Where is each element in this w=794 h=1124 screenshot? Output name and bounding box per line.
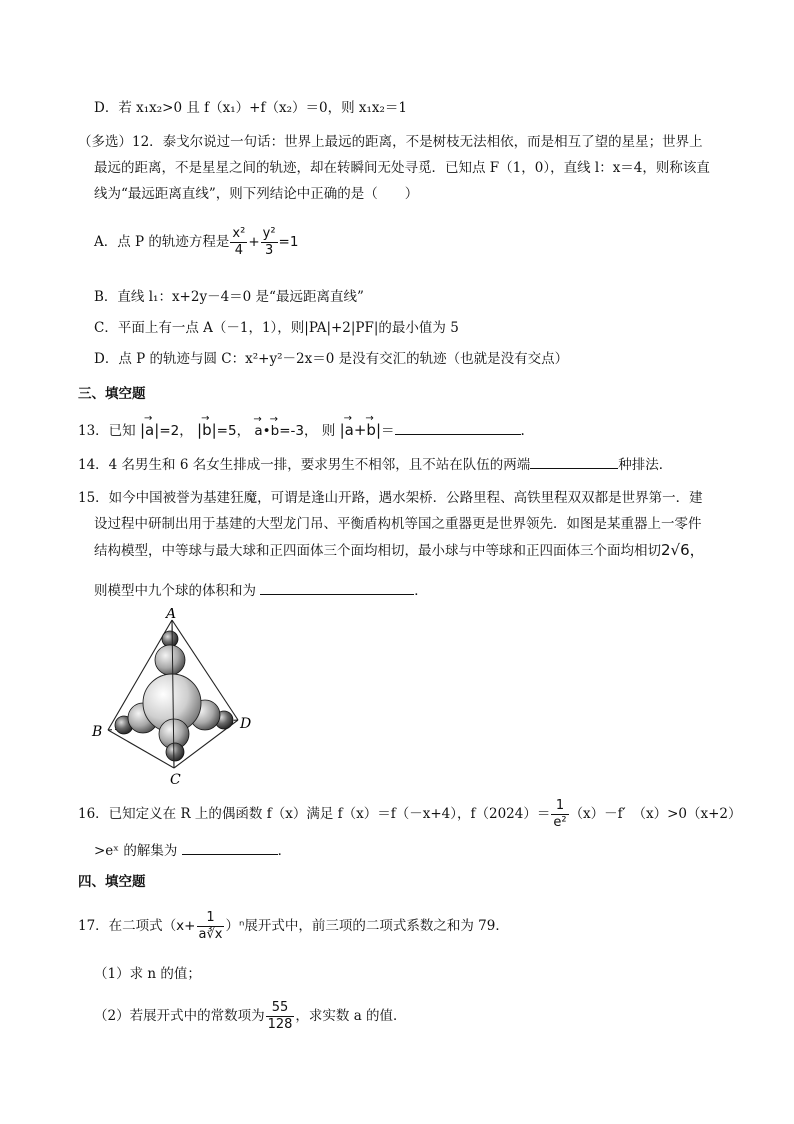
q16-fraction	[551, 798, 568, 831]
fraction-y-den: 3	[264, 243, 274, 258]
q15-line-3	[94, 540, 705, 561]
q17-constant-num: 55	[266, 1000, 295, 1017]
q17-fraction-num: 1	[197, 910, 225, 927]
q13-ab-value: =-3，	[279, 423, 318, 439]
q15-answer-blank[interactable]	[260, 580, 414, 595]
q17-part-2	[94, 996, 407, 1036]
fraction-y-num: y²	[262, 226, 276, 241]
q15-line-4-text: 则模型中九个球的体积和为	[94, 583, 256, 599]
vertex-label-c: C	[170, 772, 181, 788]
q12-option-a-label: A．点 P 的轨迹方程是	[94, 234, 230, 250]
equals-one: =1	[278, 234, 299, 250]
vertex-label-b: B	[92, 724, 103, 740]
q16-period: ．	[277, 843, 292, 859]
abs-b: |→ b|	[197, 421, 217, 439]
q13-a-value: =2，	[159, 423, 193, 439]
q11-option-d: D．若 x₁x₂>0 且 f（x₁）+f（x₂）＝0，则 x₁x₂＝1	[94, 100, 408, 116]
q15-line-1: 15．如今中国被誉为基建狂魔，可谓是逢山开路，遇水架桥．公路里程、高铁里程双双都是世界第一．建	[78, 490, 703, 506]
vertex-label-a: A	[166, 608, 177, 622]
q13-b-value: =5，	[216, 423, 251, 439]
q17-close-paren: ）ⁿ	[225, 918, 245, 934]
fraction-x-den: 4	[234, 243, 244, 258]
q17-open-paren: （x+	[162, 918, 196, 934]
q12-option-b: B．直线 l₁：x+2y－4＝0 是“最远距离直线”	[94, 289, 364, 305]
q17-part-2-prefix: （2）若展开式中的常数项为	[94, 1008, 265, 1024]
q14-tail: 种排法．	[618, 457, 673, 473]
q14-answer-blank[interactable]	[530, 454, 618, 469]
q14-text: 14．4 名男生和 6 名女生排成一排，要求男生不相邻，且不站在队伍的两端	[78, 457, 531, 473]
q13-then: 则	[321, 423, 336, 439]
abs-a-plus-b: |→ a+→ b|	[340, 421, 381, 439]
q17-fraction	[197, 910, 225, 943]
mid-ball-a	[155, 645, 185, 675]
q13-answer-blank[interactable]	[395, 420, 521, 435]
q13-period: .	[520, 423, 525, 439]
q17-constant-den: 128	[267, 1017, 293, 1032]
q16-answer-blank[interactable]	[182, 840, 278, 855]
q15-line-4	[94, 580, 428, 601]
q17-prefix: 17．在二项式	[78, 918, 163, 934]
q17-stem	[78, 906, 509, 946]
q12-option-d: D．点 P 的轨迹与圆 C：x²+y²－2x＝0 是没有交汇的轨迹（也就是没有交点）	[94, 351, 569, 367]
q15-line-3-text: 结构模型，中等球与最大球和正四面体三个面均相切，最小球与中等球和正四面体三个面均相切	[94, 543, 661, 559]
dot-product: → a•→ b	[254, 423, 279, 439]
q16-line-1	[78, 794, 742, 834]
q16-fraction-num: 1	[551, 798, 568, 815]
q17-part-2-suffix: ，求实数 a 的值．	[295, 1008, 407, 1024]
small-ball-a	[162, 631, 178, 647]
q15-radius-value: 2√6，	[661, 541, 705, 559]
q15-line-2: 设过程中研制出用于基建的大型龙门吊、平衡盾构机等国之重器更是世界领先．如图是某重器上一零件	[94, 516, 702, 532]
q16-line-1-prefix: 16．已知定义在 R 上的偶函数 f（x）满足 f（x）＝f（－x+4），f（2024）＝	[78, 806, 551, 822]
fraction-x-num: x²	[232, 226, 246, 241]
q13	[78, 418, 525, 443]
q12-line-3: 线为“最远距离直线”，则下列结论中正确的是（ ）	[94, 186, 419, 202]
q13-equals: ＝	[381, 423, 395, 439]
q17-fraction-den: a∛x	[198, 927, 223, 942]
q14	[78, 454, 672, 475]
q12-option-c: C．平面上有一点 A（－1，1），则|PA|+2|PF|的最小值为 5	[94, 320, 459, 336]
small-ball-c	[166, 743, 184, 761]
q17-suffix: 展开式中，前三项的二项式系数之和为 79．	[244, 918, 509, 934]
q15-period: ．	[414, 583, 428, 599]
section-3-heading: 三、填空题	[78, 386, 146, 402]
q12-line-1: （多选）12．泰戈尔说过一句话：世界上最远的距离，不是树枝无法相依，而是相互了望的星星；世界上	[78, 134, 703, 150]
tetrahedron-figure	[88, 608, 268, 788]
q13-prefix: 13．已知	[78, 423, 136, 439]
q17-constant-fraction	[266, 1000, 295, 1033]
fraction-x	[230, 226, 247, 259]
section-4-heading: 四、填空题	[78, 874, 146, 890]
q16-fraction-den: e²	[553, 815, 567, 830]
plus-sign: +	[248, 234, 260, 250]
fraction-y	[261, 226, 278, 259]
q16-line-2-text: >eˣ 的解集为	[94, 843, 178, 859]
q16-line-2	[94, 840, 291, 861]
abs-a: |→ a|	[140, 421, 159, 439]
q17-part-1: （1）求 n 的值；	[94, 966, 201, 982]
q12-line-2: 最远的距离，不是星星之间的轨迹，却在转瞬间无处寻觅．已知点 F（1，0），直线 l：x＝4，则称该直	[94, 160, 710, 176]
vertex-label-d: D	[240, 716, 252, 732]
q12-option-a	[94, 222, 298, 262]
q16-line-1-suffix: （x）－f′ （x）>0（x+2）	[569, 806, 742, 822]
